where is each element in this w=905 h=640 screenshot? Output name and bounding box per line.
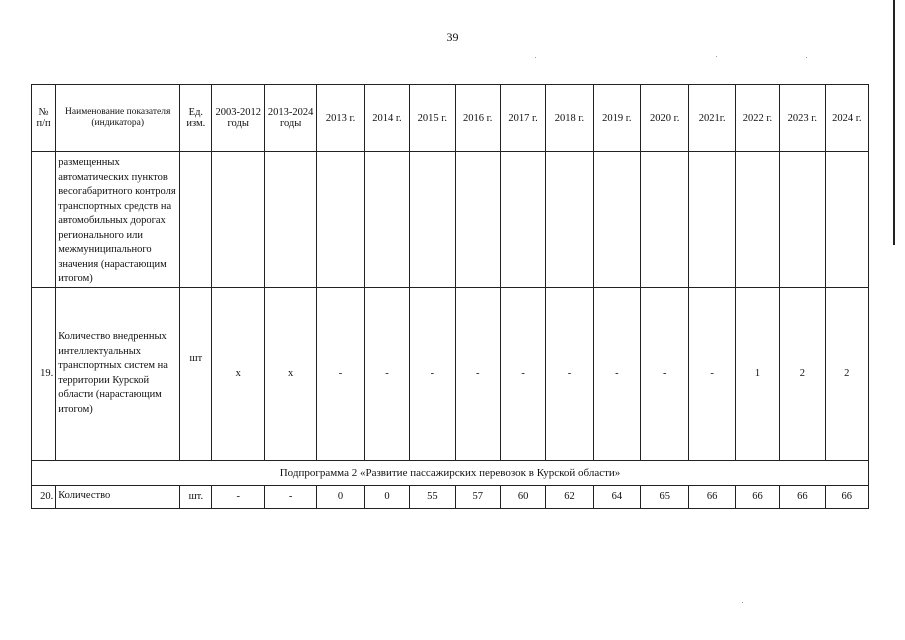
cell-value: 0	[317, 485, 364, 508]
col-num-header: № п/п	[32, 85, 56, 152]
table-row	[32, 152, 869, 288]
col-year-header: 2013 г.	[317, 85, 364, 152]
cell-value: 66	[825, 485, 868, 508]
col-unit-header: Ед. изм.	[180, 85, 212, 152]
col-period1-header: 2003-2012 годы	[212, 85, 264, 152]
cell-value: 65	[641, 485, 689, 508]
cell-period2: х	[264, 287, 316, 460]
col-year-header: 2019 г.	[593, 85, 640, 152]
cell-value: 66	[735, 485, 779, 508]
cell-indicator-name: Количество	[56, 485, 180, 508]
col-year-header: 2016 г.	[455, 85, 500, 152]
cell-value: 1	[735, 287, 779, 460]
cell-value: -	[317, 287, 364, 460]
cell-period1: -	[212, 485, 264, 508]
col-year-header: 2024 г.	[825, 85, 868, 152]
col-period2-header: 2013-2024 годы	[264, 85, 316, 152]
cell-num: 19.	[32, 287, 56, 460]
cell-value: 60	[500, 485, 545, 508]
cell-value: 57	[455, 485, 500, 508]
cell-value: -	[593, 287, 640, 460]
cell-value: 62	[546, 485, 593, 508]
col-year-header: 2022 г.	[735, 85, 779, 152]
cell-indicator-name: Количество внедренных интеллектуальных транспортных систем на территории Курской области (нарастающим итогом)	[56, 287, 180, 460]
col-year-header: 2015 г.	[410, 85, 455, 152]
cell-value: 0	[364, 485, 409, 508]
table-row	[32, 485, 869, 508]
cell-indicator-name: размещенных автоматических пунктов весогабаритного контроля транспортных средств на автомобильных дорогах регионального или межмуниципального значения (нарастающим итогом)	[56, 152, 180, 288]
scan-speck	[806, 57, 807, 58]
scan-speck	[535, 57, 536, 58]
table-row	[32, 287, 869, 460]
cell-value: -	[546, 287, 593, 460]
cell-num: 20.	[32, 485, 56, 508]
subprogram-row	[32, 460, 869, 485]
cell-value: -	[455, 287, 500, 460]
cell-value: 64	[593, 485, 640, 508]
cell-value: -	[410, 287, 455, 460]
cell-value: 55	[410, 485, 455, 508]
header-row	[32, 85, 869, 152]
cell-period2: -	[264, 485, 316, 508]
cell-value: 66	[780, 485, 825, 508]
cell-value: 2	[825, 287, 868, 460]
cell-value: 2	[780, 287, 825, 460]
cell-num	[32, 152, 56, 288]
cell-period1: х	[212, 287, 264, 460]
scan-speck	[742, 602, 743, 603]
col-year-header: 2020 г.	[641, 85, 689, 152]
page-number: 39	[446, 30, 459, 44]
margin-rule	[893, 0, 895, 245]
col-year-header: 2017 г.	[500, 85, 545, 152]
cell-unit: шт	[180, 287, 212, 460]
col-year-header: 2018 г.	[546, 85, 593, 152]
cell-value: -	[364, 287, 409, 460]
col-year-header: 2023 г.	[780, 85, 825, 152]
cell-value: -	[500, 287, 545, 460]
col-year-header: 2021г.	[689, 85, 735, 152]
cell-value: -	[689, 287, 735, 460]
cell-value: 66	[689, 485, 735, 508]
subprogram-title: Подпрограмма 2 «Развитие пассажирских перевозок в Курской области»	[32, 460, 869, 485]
col-year-header: 2014 г.	[364, 85, 409, 152]
scan-speck	[716, 56, 717, 57]
cell-value: -	[641, 287, 689, 460]
indicators-table	[31, 84, 869, 509]
col-name-header: Наименование показателя (индикатора)	[56, 85, 180, 152]
cell-unit: шт.	[180, 485, 212, 508]
